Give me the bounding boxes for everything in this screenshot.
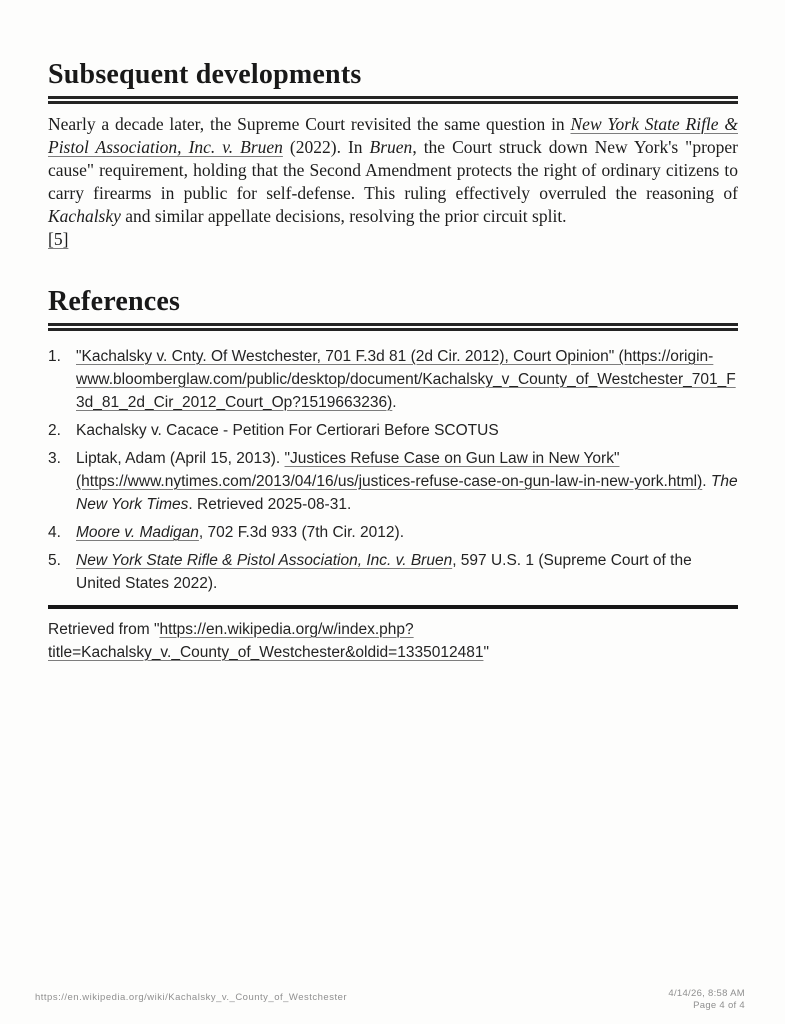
ref-text bbox=[76, 549, 738, 595]
paragraph-text: , the Court struck down New York's "proper cause" requirement, holding that the Second Amendment protects the right of ordinary citizens to carry firearms in public for self-defense. This ruling effectively overruled the reasoning of bbox=[48, 136, 738, 203]
print-footer bbox=[35, 988, 745, 1011]
ref-number: 4. bbox=[48, 523, 61, 541]
heading-rule bbox=[48, 323, 738, 331]
footer-meta bbox=[668, 988, 745, 1011]
ref-text-tail: . Retrieved 2025-08-31. bbox=[188, 495, 352, 513]
reference-item-2 bbox=[48, 419, 738, 442]
ref-text bbox=[76, 345, 738, 414]
ref-text-author: Liptak, Adam (April 15, 2013). bbox=[76, 449, 285, 467]
paragraph-text: (2022). In bbox=[282, 136, 370, 157]
section-heading-subsequent-developments: Subsequent developments bbox=[48, 59, 362, 90]
ref-number: 1. bbox=[48, 347, 61, 365]
ref-number: 2. bbox=[48, 421, 61, 439]
ref-number: 5. bbox=[48, 551, 61, 569]
nytimes-link[interactable]: "Justices Refuse Case on Gun Law in New York" (https://www.nytimes.com/2013/04/16/us/justices-refuse-case-on-gun-law-in-new-york.html) bbox=[76, 449, 703, 490]
footer-datetime: 4/14/26, 8:58 AM bbox=[668, 988, 745, 999]
publication-name: The New York Times bbox=[76, 472, 738, 513]
subsequent-developments-paragraph bbox=[48, 113, 738, 251]
permalink-url-continued[interactable]: title=Kachalsky_v._County_of_Westchester&oldid=1335012481 bbox=[48, 643, 484, 661]
paragraph-text: and similar appellate decisions, resolving the prior circuit split. bbox=[120, 205, 567, 226]
footnote-link-5[interactable]: [5] bbox=[48, 228, 69, 249]
reference-item-1 bbox=[48, 345, 738, 414]
paragraph-text: Nearly a decade later, the Supreme Court revisited the same question in bbox=[48, 113, 571, 134]
ref-number: 3. bbox=[48, 449, 61, 467]
section-heading-references: References bbox=[48, 285, 181, 317]
footer-page-number: Page 4 of 4 bbox=[693, 999, 745, 1011]
case-link-nysrpa-v-bruen[interactable]: New York State Rifle & Pistol Association, Inc. v. Bruen bbox=[76, 551, 453, 569]
retrieved-from-notice bbox=[48, 618, 738, 664]
ref-text-tail: , 702 F.3d 933 (7th Cir. 2012). bbox=[198, 523, 404, 541]
case-link-bruen[interactable]: New York State Rifle & Pistol Association, Inc. v. Bruen bbox=[48, 113, 738, 157]
retrieved-from-closing-quote: " bbox=[483, 643, 489, 661]
ref-text-tail: , 597 U.S. 1 (Supreme Court of the United States 2022). bbox=[76, 551, 692, 592]
reference-list bbox=[48, 345, 738, 595]
content-divider-rule bbox=[48, 605, 738, 609]
permalink-url[interactable]: https://en.wikipedia.org/w/index.php? bbox=[159, 620, 414, 638]
reference-item-5 bbox=[48, 549, 738, 595]
retrieved-from-label: Retrieved from " bbox=[48, 620, 160, 638]
ref-text bbox=[76, 521, 738, 544]
ref-text-separator: . bbox=[702, 472, 711, 490]
ref-text bbox=[76, 447, 738, 516]
bloomberglaw-link[interactable]: "Kachalsky v. Cnty. Of Westchester, 701 F.3d 81 (2d Cir. 2012), Court Opinion" (https://origin-www.bloomberglaw.com/public/desktop/document/Kachalsky_v_County_of_Westchester_701_F3d_81_2d_Cir_2012_Court_Op?1519663236) bbox=[76, 347, 736, 411]
case-name-bruen-short: Bruen bbox=[369, 136, 413, 157]
ref-text-tail: . bbox=[392, 393, 397, 411]
reference-item-3 bbox=[48, 447, 738, 516]
footer-source-url: https://en.wikipedia.org/wiki/Kachalsky_v._County_of_Westchester bbox=[35, 992, 348, 1003]
heading-rule bbox=[48, 96, 738, 104]
ref-text: Kachalsky v. Cacace - Petition For Certiorari Before SCOTUS bbox=[76, 421, 499, 439]
case-link-moore-v-madigan[interactable]: Moore v. Madigan bbox=[76, 523, 199, 541]
reference-item-4 bbox=[48, 521, 738, 544]
case-name-kachalsky: Kachalsky bbox=[48, 205, 121, 226]
